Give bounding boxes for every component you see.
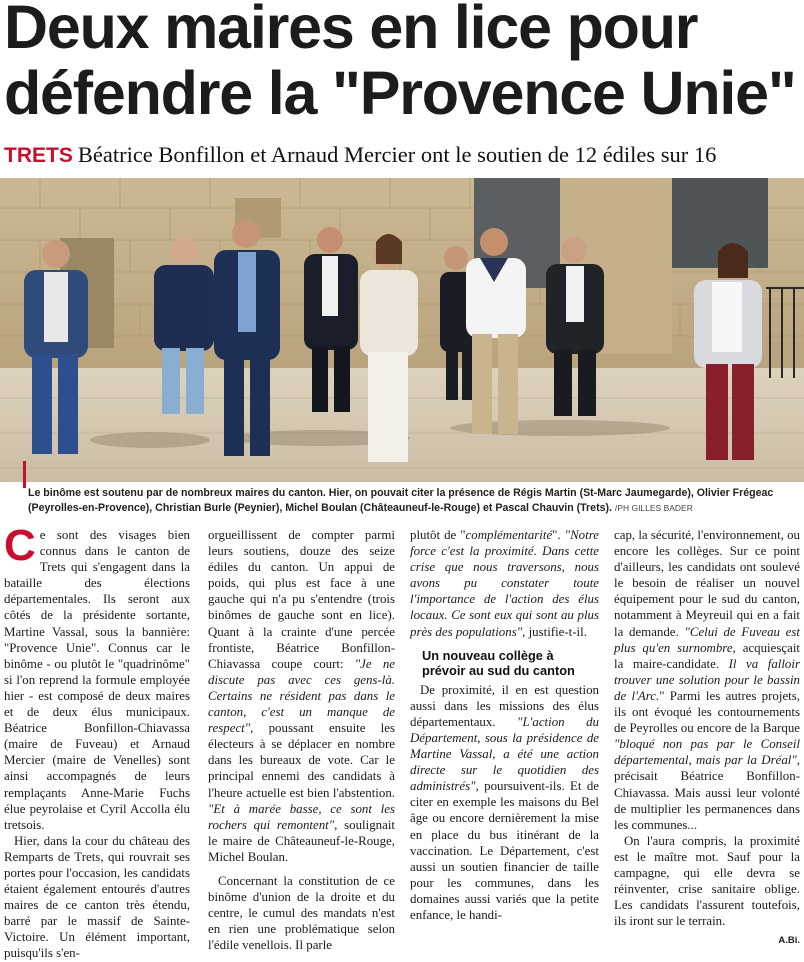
paragraph-text: , soulignait le maire de Châteauneuf-le-Rouge, Michel Boulan. [208,817,395,864]
quote: "Je ne discute pas avec ces gens-là. Certains ne résident pas dans le canton, c'est un manque de respect" [208,656,395,736]
paragraph-text: , précisait Béatrice Bonfillon-Chiavassa. Mais aussi leur volonté de multiplier les permanences dans les communes... [614,753,800,832]
paragraph-text: orgueillissent de compter parmi leurs soutiens, douze des seize édiles du canton. Un appui de poids, qui plus est face à une gauche qui n'a pu s'entendre (trois binômes de gauche sont en lice). Quant à la crainte d'une percée frontiste, Béatrice Bonfillon-Chiavassa coupe court: [208,528,395,671]
quote: "L'action du Département, sous la présidence de Martine Vassal, a été une action directe sur le quotidien des administrés" [410,714,599,794]
paragraph [410,527,599,640]
subtitle-text: Béatrice Bonfillon et Arnaud Mercier ont le soutien de 12 édiles sur 16 [77,142,717,167]
paragraph-text: cap, la sécurité, l'environnement, ou encore les collèges. Sur ce point d'ailleurs, les candidats ont soulevé le besoin de réaliser un nouvel équipement pour le sud du canton, notamment à Meyreuil qui en a fait la demande. [614,528,800,639]
group-photo [0,178,804,482]
paragraph [4,521,190,833]
paragraph-text: , poursuivent-ils. Et de citer en exemple les maisons du Bel âge ou encore dernièrement la mise en place du bus itinérant de la vaccination. Le Département, c'est aussi un soutien financier de taille pour les communes, dans les domaines aussi variés que la petite enfance, le handi- [410,779,599,922]
quote: "Et à marée basse, ce sont les rochers qui remontent" [208,801,395,832]
article-column-2 [208,527,395,953]
photo-credit: /PH GILLES BADER [614,503,693,513]
paragraph [208,527,395,865]
caption-accent-bar [23,461,26,488]
headline: Deux maires en lice pour défendre la "Provence Unie" [4,0,796,127]
author-signature: A.Bi. [778,935,800,947]
quote: "Notre force c'est la proximité. Dans cette crise que nous traversons, nous avons pu constater toute l'importance de l'action des élus locaux. Ce sont eux qui sont au plus près des populations" [410,528,599,639]
quote: Il va falloir trouver une solution pour le bassin de l'Arc. [614,656,800,703]
paragraph [410,682,599,923]
paragraph-text: e sont des visages bien connus dans le canton de Trets qui s'engagent dans la bataille des élections départementales. Ils seront aux côtés de la présidente sortante, Martine Vassal, sous la bannière: "Provence Unie". Connus car le binôme - ou plutôt le "quadrinôme" si l'on reprend la formule employée hier - est composé de deux maires et de deux élus municipaux. Béatrice Bonfillon-Chiavassa (maire de Fuveau) et Arnaud Mercier (maire de Venelles) sont ainsi accompagnés de leurs remplaçants Anne-Marie Fuchs élue peyrolaise et Cyril Accolla élu tretsois. [4,528,190,832]
quote: complémentarité [465,528,553,542]
paragraph: Hier, dans la cour du château des Remparts de Trets, qui rouvrait ses portes pour l'occasion, les candidats étaient également entourés d'autres maires de ce canton très étendu, barré par le massif de Sainte-Victoire. Un élément important, puisqu'ils s'en- [4,833,190,961]
section-subheading: Un nouveau collège à prévoir au sud du canton [422,647,575,678]
article-column-4 [614,527,800,947]
kicker-location: TRETS [4,144,73,167]
paragraph-text: , poussant ensuite les électeurs à se déplacer en nombre dans les bureaux de vote. Car le principal ennemi des candidats à l'heure actuelle est bien l'abstention. [208,721,395,800]
caption-text: Le binôme est soutenu par de nombreux maires du canton. Hier, on pouvait citer la présence de Régis Martin (St-Marc Jaumegarde), Olivier Frégeac (Peyrolles-en-Provence), Christian Burle (Peynier), Michel Boulan (Châteauneuf-le-Rouge) et Pascal Chauvin (Trets). [28,487,774,514]
paragraph-text: ". [552,528,565,542]
paragraph-text: " Parmi les autres projets, ils ont évoqué les contournements de Peyrolles ou encore de la Barque [614,688,800,736]
paragraph: On l'aura compris, la proximité est le maître mot. Sauf pour la campagne, qui elle devra se réinventer, crise sanitaire oblige. Les candidats l'assurent toutefois, ils iront sur le terrain. [614,833,800,929]
drop-cap: C [4,521,36,570]
quote: "bloqué non pas par le Conseil départemental, mais par la Dréal" [614,737,800,768]
quote: "Celui de Fuveau est plus qu'en surnombre [614,624,800,655]
group-photo-illustration [0,178,804,482]
photo-caption [28,486,800,516]
paragraph-text: , acquiesçait la maire-candidate. [614,640,800,671]
article-column-1 [4,521,190,961]
paragraph-text: De proximité, il en est question aussi dans les missions des élus départementaux. [410,682,599,729]
paragraph: Concernant la constitution de ce binôme d'union de la droite et du centre, le cumul des mandats n'est en rien une problématique selon l'édile venellois. Il parle [208,873,395,953]
paragraph-text: plutôt de " [410,528,466,542]
subtitle [4,140,800,170]
paragraph-text: , justifie-t-il. [522,624,587,639]
article-column-3 [410,527,599,934]
paragraph [614,527,800,833]
